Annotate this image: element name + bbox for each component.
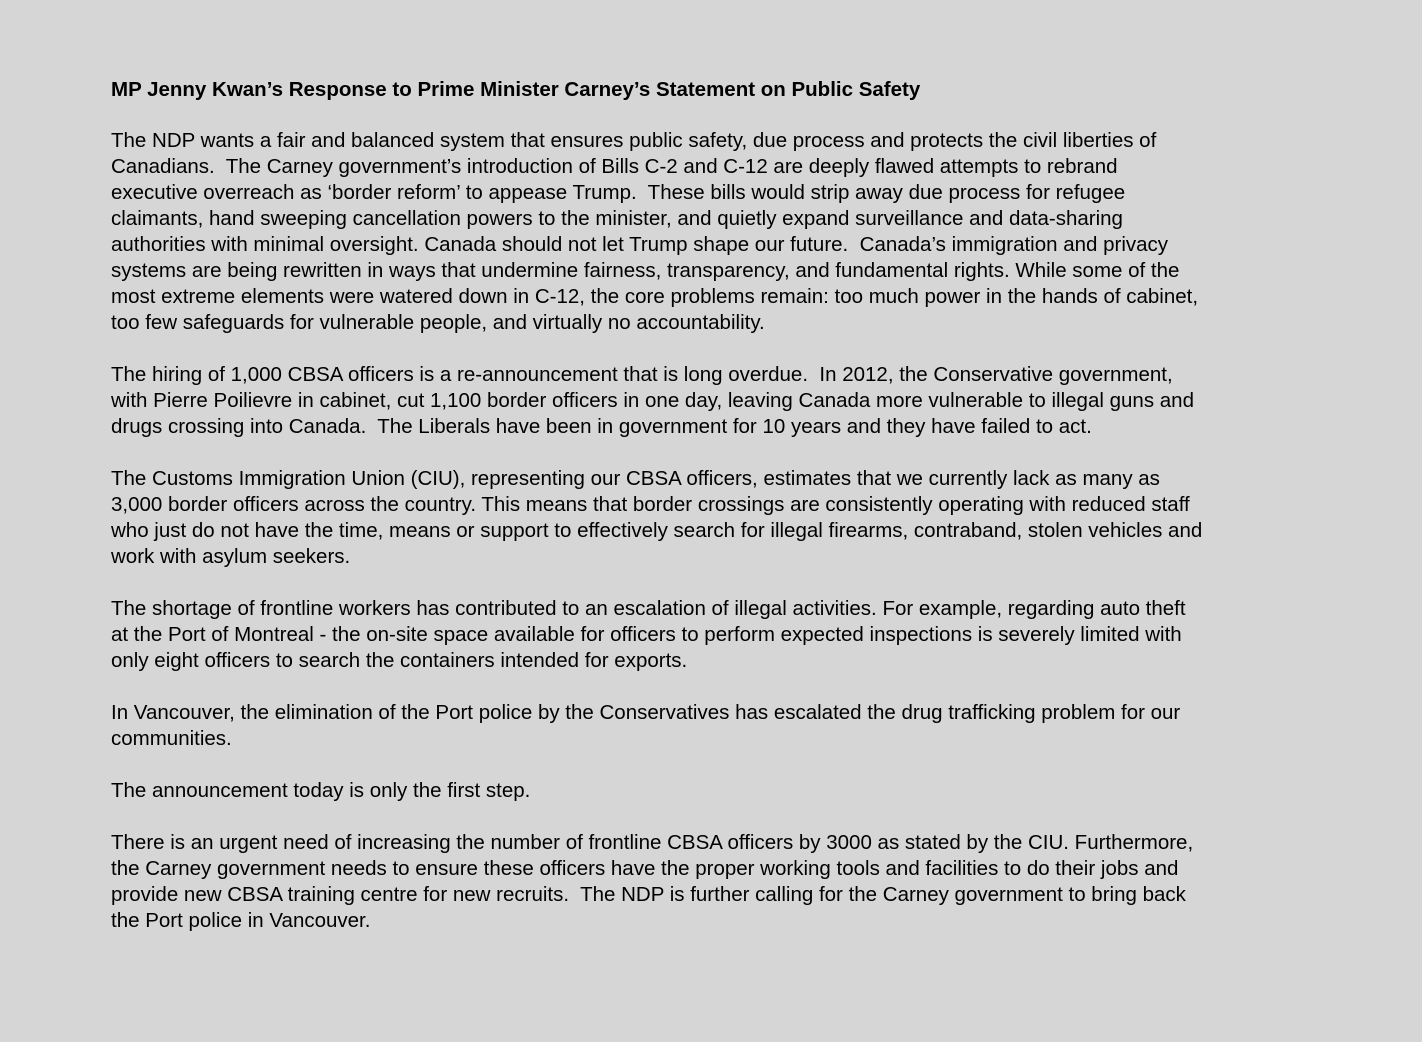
paragraph-cbsa-hiring (111, 362, 1351, 440)
text-line: Canadians. The Carney government’s introduction of Bills C-2 and C-12 are deeply flawed attempts to rebrand (111, 155, 1118, 178)
paragraph-ciu-estimate (111, 466, 1351, 570)
text-line: The announcement today is only the first step. (111, 779, 531, 802)
text-line: the Port police in Vancouver. (111, 909, 371, 932)
text-line: 3,000 border officers across the country. This means that border crossings are consistently operating with reduced staff (111, 493, 1190, 516)
text-line: systems are being rewritten in ways that undermine fairness, transparency, and fundamental rights. While some of the (111, 259, 1180, 282)
text-line: most extreme elements were watered down in C-12, the core problems remain: too much power in the hands of cabinet, (111, 285, 1199, 308)
text-line: The NDP wants a fair and balanced system that ensures public safety, due process and protects the civil liberties of (111, 129, 1157, 152)
document (111, 76, 1351, 960)
text-line: who just do not have the time, means or support to effectively search for illegal firearms, contraband, stolen vehicles and (111, 519, 1203, 542)
paragraph-bills-c2-c12 (111, 128, 1351, 336)
text-line: with Pierre Poilievre in cabinet, cut 1,100 border officers in one day, leaving Canada more vulnerable to illegal guns and (111, 389, 1194, 412)
text-line: The hiring of 1,000 CBSA officers is a re-announcement that is long overdue. In 2012, the Conservative government, (111, 363, 1173, 386)
text-line: only eight officers to search the containers intended for exports. (111, 649, 688, 672)
text-line: work with asylum seekers. (111, 545, 351, 568)
text-line: at the Port of Montreal - the on-site space available for officers to perform expected inspections is severely limited with (111, 623, 1182, 646)
paragraph-vancouver-port-police (111, 700, 1351, 752)
text-line: authorities with minimal oversight. Canada should not let Trump shape our future. Canada’s immigration and privacy (111, 233, 1169, 256)
text-line: The Customs Immigration Union (CIU), representing our CBSA officers, estimates that we currently lack as many as (111, 467, 1160, 490)
text-line: provide new CBSA training centre for new recruits. The NDP is further calling for the Carney government to bring back (111, 883, 1186, 906)
text-line: There is an urgent need of increasing the number of frontline CBSA officers by 3000 as stated by the CIU. Furthermore, (111, 831, 1194, 854)
paragraph-urgent-need (111, 830, 1351, 934)
text-line: executive overreach as ‘border reform’ to appease Trump. These bills would strip away due process for refugee (111, 181, 1126, 204)
text-line: In Vancouver, the elimination of the Port police by the Conservatives has escalated the drug trafficking problem for our (111, 701, 1181, 724)
text-line: communities. (111, 727, 232, 750)
paragraph-port-of-montreal (111, 596, 1351, 674)
text-line: The shortage of frontline workers has contributed to an escalation of illegal activities. For example, regarding auto theft (111, 597, 1186, 620)
paragraph-first-step (111, 778, 1351, 804)
text-line: the Carney government needs to ensure these officers have the proper working tools and facilities to do their jobs and (111, 857, 1179, 880)
text-line: too few safeguards for vulnerable people, and virtually no accountability. (111, 311, 765, 334)
document-title: MP Jenny Kwan’s Response to Prime Minister Carney’s Statement on Public Safety (111, 78, 921, 101)
text-line: drugs crossing into Canada. The Liberals have been in government for 10 years and they have failed to act. (111, 415, 1092, 438)
text-line: claimants, hand sweeping cancellation powers to the minister, and quietly expand surveillance and data-sharing (111, 207, 1123, 230)
